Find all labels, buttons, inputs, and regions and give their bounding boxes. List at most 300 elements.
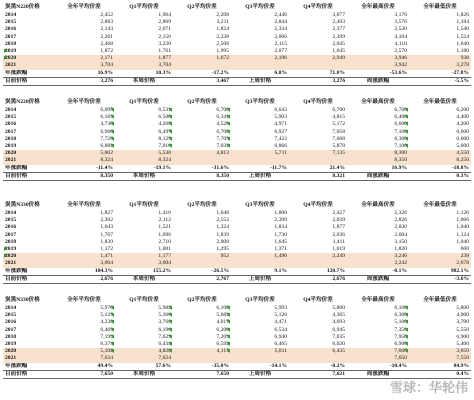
summary-cell: 49.4% — [53, 363, 115, 371]
table-row — [3, 55, 471, 62]
table-cell: 1,524 — [456, 33, 469, 40]
last-week-price: 2,676 — [289, 275, 347, 283]
week-price: 8,350 — [173, 172, 231, 180]
table-cell: 4,365 — [332, 312, 345, 319]
table-cell: 5,802 — [53, 150, 115, 157]
price-table-4 — [3, 296, 471, 379]
table-cell: 6,700 — [332, 107, 345, 113]
table-cell: 6,497 — [115, 129, 173, 136]
summary-label: 年涨跌幅 — [3, 268, 53, 276]
table-row — [3, 224, 471, 231]
year-label: 2017 — [5, 326, 17, 333]
table-row — [3, 12, 471, 19]
table-cell: 2,604 — [394, 231, 407, 238]
table-cell — [173, 355, 231, 362]
price-label: 目前价格 — [3, 370, 53, 378]
table-cell: 6,900 — [456, 333, 469, 340]
table-cell: 7,422 — [274, 135, 287, 142]
table-cell: 2,334 — [274, 26, 287, 33]
table-cell: 1,177 — [115, 253, 173, 260]
column-header: 全年最低价差 — [423, 296, 457, 303]
last-week-price: 8,321 — [289, 172, 347, 180]
table-cell: 8,300 — [347, 150, 409, 157]
table-row — [3, 312, 471, 319]
year-label: 2017 — [5, 33, 17, 40]
table-cell: 6,927 — [274, 128, 287, 135]
column-header: 全年最高价差 — [361, 201, 395, 208]
table-title: 炭黑N330价格 — [5, 201, 40, 208]
column-header: Q2平均价差 — [187, 296, 217, 303]
table-cell: 2,008 — [216, 238, 229, 245]
table-cell: 7,550 — [409, 355, 471, 362]
year-label: 2014 — [5, 305, 17, 311]
column-header: 全年平均价差 — [67, 98, 101, 105]
table-cell: 938 — [409, 55, 471, 62]
table-row — [3, 239, 471, 246]
year-label: 2018 — [5, 333, 17, 340]
table-cell: 1,001 — [158, 246, 171, 253]
table-cell: 6,900 — [347, 341, 409, 348]
table-cell: 6,940 — [274, 333, 287, 340]
table-cell: 2,678 — [409, 260, 471, 267]
year-label: 2014 — [5, 12, 17, 18]
summary-cell: -19.1% — [115, 165, 173, 173]
table-cell: 6,435 — [289, 348, 347, 355]
table-cell: 7,650 — [347, 355, 409, 362]
table-cell: 7,350 — [347, 327, 409, 334]
table-cell: 2,468 — [100, 40, 113, 47]
summary-cell: 21.4% — [289, 165, 347, 173]
table-cell: 1,411 — [332, 238, 345, 245]
column-header: Q2平均价差 — [187, 98, 217, 105]
table-cell: 3,077 — [332, 12, 345, 18]
table-row — [3, 136, 471, 143]
summary-cell: 10.3% — [115, 70, 173, 78]
table-cell: 2,171 — [53, 55, 115, 62]
year-label: 2015 — [5, 217, 17, 224]
summary-cell: -18.8% — [409, 165, 471, 173]
table-cell: 7,135 — [289, 150, 347, 157]
table-cell: 5,366 — [115, 312, 173, 319]
summary-label: 年涨跌幅 — [3, 363, 53, 371]
table-cell: 1,040 — [456, 224, 469, 231]
table-cell: 6,095 — [53, 107, 115, 114]
watermark: 雪球：华轮伟 — [389, 381, 468, 396]
column-header: Q3平均价差 — [245, 3, 275, 10]
table-cell: 1,826 — [456, 12, 469, 18]
table-cell: 1,648 — [216, 210, 229, 216]
summary-cell: 16.9% — [53, 70, 115, 78]
table-cell: 8,324 — [115, 157, 173, 164]
table-cell: 5,993 — [274, 305, 287, 311]
table-cell: 3,150 — [394, 238, 407, 245]
table-cell: 3,704 — [115, 62, 173, 69]
table-cell: 7,010 — [115, 143, 173, 150]
table-cell: 6,534 — [274, 326, 287, 333]
summary-cell: -0.2% — [289, 363, 347, 371]
table-row — [3, 114, 471, 121]
table-cell: 6,600 — [456, 128, 469, 135]
week-price: 2,767 — [173, 275, 231, 283]
table-cell: 1,877 — [332, 224, 345, 231]
year-label: 2018 — [5, 40, 17, 47]
summary-cell: 84.9% — [409, 363, 471, 371]
table-cell: 7,668 — [332, 135, 345, 142]
table-cell: 1,696 — [158, 231, 171, 238]
table-cell: 6,966 — [53, 129, 115, 136]
table-cell: 4,693 — [332, 319, 345, 326]
table-cell: 6,400 — [347, 114, 409, 121]
column-header: Q2平均价差 — [187, 3, 217, 10]
year-label: 2016 — [5, 224, 17, 231]
year-label: 2021 — [3, 157, 53, 164]
table-cell: 2,112 — [158, 217, 171, 224]
summary-cell: -31.6% — [173, 165, 231, 173]
table-cell: 1,730 — [274, 231, 287, 238]
table-cell: 2,826 — [394, 217, 407, 224]
table-cell: 4,813 — [173, 150, 231, 157]
table-cell: 2,427 — [332, 210, 345, 216]
year-label: 2019 — [3, 246, 53, 253]
column-header: Q2平均价差 — [187, 201, 217, 208]
summary-cell: 155.2% — [115, 268, 173, 276]
table-cell: 1,324 — [216, 224, 229, 231]
table-row — [3, 34, 471, 41]
table-cell: 4,520 — [173, 121, 231, 128]
table-cell: 6,700 — [173, 107, 231, 114]
column-header: 全年最低价差 — [423, 98, 457, 105]
table-cell: 2,326 — [394, 210, 407, 216]
table-cell: 1,295 — [216, 246, 229, 253]
column-header: Q1平均价差 — [129, 98, 159, 105]
table-cell: 3,220 — [158, 40, 171, 47]
table-cell: 5,102 — [53, 348, 115, 355]
price-table-2 — [3, 98, 471, 181]
column-header: 全年最高价差 — [361, 98, 395, 105]
summary-cell: -17.2% — [173, 70, 231, 78]
table-cell: 3,946 — [347, 55, 409, 62]
column-header: Q3平均价差 — [245, 296, 275, 303]
table-cell: 4,736 — [53, 121, 115, 128]
year-label: 2016 — [5, 121, 17, 128]
table-cell: 3,650 — [409, 348, 471, 355]
table-row — [3, 334, 471, 341]
table-cell: 1,645 — [274, 238, 287, 245]
year-label: 2019 — [5, 341, 17, 348]
week-change: -3.6% — [409, 275, 471, 283]
table-cell: 1,820 — [394, 246, 407, 253]
table-cell: 1,471 — [53, 253, 115, 260]
table-cell: 2,039 — [332, 217, 345, 224]
column-header: Q3平均价差 — [245, 201, 275, 208]
week-change-label: 周涨跌幅 — [347, 172, 409, 180]
week-change-label: 周涨跌幅 — [347, 275, 409, 283]
table-cell: 2,883 — [100, 19, 113, 26]
column-header: Q4平均价差 — [303, 296, 333, 303]
table-cell: 238 — [409, 253, 471, 260]
table-cell: 6,600 — [347, 121, 409, 128]
table-cell — [231, 355, 289, 362]
summary-cell: 9.1% — [231, 268, 289, 276]
table-cell: 7,624 — [115, 355, 173, 362]
last-week-price-label: 上周价格 — [231, 172, 289, 180]
table-cell: 7,058 — [332, 128, 345, 135]
table-cell: 4,017 — [173, 319, 231, 326]
week-change-label: 周涨跌幅 — [347, 370, 409, 378]
table-cell: 5,538 — [115, 150, 173, 157]
table-cell: 1,371 — [274, 246, 287, 253]
table-cell: 5,982 — [115, 305, 173, 312]
table-cell: 1,806 — [274, 210, 287, 216]
current-price: 2,676 — [53, 275, 115, 283]
summary-cell: -26.5% — [173, 268, 231, 276]
table-cell: 5,600 — [456, 143, 469, 150]
table-cell — [231, 157, 289, 164]
week-price-label: 本周价格 — [115, 172, 173, 180]
table-row — [3, 355, 471, 362]
table-row — [3, 129, 471, 136]
table-cell: 1,827 — [100, 210, 113, 216]
table-cell: 1,066 — [456, 217, 469, 224]
column-header: 全年平均价差 — [67, 201, 101, 208]
table-cell: 5,172 — [332, 121, 345, 128]
column-header: Q4平均价差 — [303, 201, 333, 208]
year-label: 2020 — [3, 253, 53, 260]
summary-cell: -27.8% — [409, 70, 471, 78]
column-header: 全年平均价差 — [67, 3, 101, 10]
summary-cell: 71.8% — [289, 70, 347, 78]
table-cell: 3,246 — [347, 253, 409, 260]
table-cell: 3,768 — [115, 319, 173, 326]
table-cell: 7,624 — [53, 355, 115, 362]
year-label: 2017 — [5, 231, 17, 238]
table-cell: 1,496 — [231, 253, 289, 260]
table-cell: 6,600 — [456, 135, 469, 142]
column-header: Q3平均价差 — [245, 98, 275, 105]
table-cell: 2,552 — [216, 217, 229, 224]
table-cell: 2,030 — [394, 224, 407, 231]
week-change: 0.4% — [409, 370, 471, 378]
table-cell: 6,300 — [347, 312, 409, 319]
table-cell: 5,400 — [456, 341, 469, 348]
current-price: 3,276 — [53, 77, 115, 85]
table-cell: 3,176 — [394, 12, 407, 18]
table-cell: 1,995 — [216, 48, 229, 55]
last-week-price-label: 上周价格 — [231, 77, 289, 85]
table-cell: 4,471 — [274, 319, 287, 326]
table-cell: 7,199 — [53, 334, 115, 341]
table-row — [3, 253, 471, 260]
summary-cell: -35.0% — [173, 363, 231, 371]
table-row — [3, 232, 471, 239]
table-cell: 4,828 — [115, 348, 173, 355]
table-cell: 3,576 — [394, 19, 407, 26]
table-row — [3, 26, 471, 33]
column-header: Q1平均价差 — [129, 296, 159, 303]
year-label: 2015 — [5, 114, 17, 121]
table-cell: 4,104 — [394, 33, 407, 40]
table-cell: 5,970 — [53, 305, 115, 312]
table-cell — [173, 260, 231, 267]
table-cell: 4,268 — [115, 121, 173, 128]
table-cell: 3,942 — [347, 62, 409, 69]
table-cell: 3,211 — [216, 19, 229, 26]
year-label: 2014 — [5, 107, 17, 113]
table-cell: 4,238 — [53, 319, 115, 326]
week-price-label: 本周价格 — [115, 275, 173, 283]
table-cell: 1,172 — [100, 246, 113, 253]
table-cell: 2,196 — [231, 55, 289, 62]
table-cell: 5,129 — [53, 312, 115, 319]
week-price-label: 本周价格 — [115, 370, 173, 378]
column-header: Q4平均价差 — [303, 98, 333, 105]
table-cell: 8,324 — [53, 157, 115, 164]
column-header: 全年最高价差 — [361, 296, 395, 303]
last-week-price-label: 上周价格 — [231, 275, 289, 283]
table-row — [3, 143, 471, 150]
table-row — [3, 260, 471, 267]
table-title: 炭黑N220价格 — [5, 3, 40, 10]
table-cell: 8,350 — [347, 157, 409, 164]
table-cell: 2,710 — [158, 238, 171, 245]
table-cell: 2,045 — [332, 40, 345, 47]
price-label: 目前价格 — [3, 275, 53, 283]
table-row — [3, 41, 471, 48]
table-cell: 1,761 — [158, 48, 171, 55]
table-cell: 4,971 — [274, 121, 287, 128]
table-cell: 7,100 — [347, 143, 409, 150]
table-row — [3, 48, 471, 55]
table-cell: 5,711 — [231, 150, 289, 157]
table-cell: 2,156 — [158, 33, 171, 40]
table-cell: 7,203 — [173, 334, 231, 341]
table-cell: 6,020 — [332, 341, 345, 348]
summary-cell: -11.7% — [231, 165, 289, 173]
table-cell: 1,839 — [100, 238, 113, 245]
last-week-price: 7,621 — [289, 370, 347, 378]
table-cell: 1,839 — [216, 231, 229, 238]
table-cell: 2,530 — [394, 26, 407, 33]
table-row — [3, 107, 471, 114]
summary-cell: 57.6% — [115, 363, 173, 371]
table-row — [3, 348, 471, 355]
summary-cell: -10.4% — [347, 363, 409, 371]
table-cell — [231, 62, 289, 69]
table-cell: 2,508 — [216, 40, 229, 47]
year-label: 2021 — [3, 355, 53, 362]
table-cell: 6,945 — [332, 326, 345, 333]
table-cell: 5,126 — [274, 312, 287, 319]
summary-cell: -0.1% — [347, 268, 409, 276]
table-cell: 4,110 — [394, 40, 407, 47]
week-change: 0.3% — [409, 172, 471, 180]
price-table-1 — [3, 3, 471, 86]
table-cell: 8,129 — [115, 136, 173, 143]
table-cell: 3,704 — [53, 62, 115, 69]
year-label: 2018 — [5, 135, 17, 142]
table-cell: 6,434 — [115, 341, 173, 348]
table-cell: 1,184 — [456, 19, 469, 26]
table-row — [3, 319, 471, 326]
table-cell: 3,278 — [409, 62, 471, 69]
table-cell: 1,540 — [456, 26, 469, 33]
summary-cell: 982.1% — [409, 268, 471, 276]
table-cell: 3,242 — [347, 260, 409, 267]
week-price: 7,650 — [173, 370, 231, 378]
table-cell: 8,300 — [347, 136, 409, 143]
table-cell: 1,040 — [456, 238, 469, 245]
table-cell: 1,019 — [332, 246, 345, 253]
table-row — [3, 121, 471, 128]
summary-cell: -53.6% — [347, 70, 409, 78]
table-cell: 7,035 — [332, 333, 345, 340]
week-change-label: 周涨跌幅 — [347, 77, 409, 85]
table-cell: 6,196 — [115, 327, 173, 334]
table-cell: 2,493 — [332, 19, 345, 26]
table-cell: 1,824 — [216, 26, 229, 33]
table-cell — [289, 260, 347, 267]
table-row — [3, 210, 471, 217]
table-cell: 3,004 — [53, 260, 115, 267]
table-cell: 8,250 — [409, 157, 471, 164]
year-label: 2016 — [5, 319, 17, 326]
table-title: 炭黑N330价格 — [5, 296, 40, 303]
table-cell: 6,200 — [456, 107, 469, 113]
table-cell: 7,032 — [173, 143, 231, 150]
table-cell: 952 — [173, 253, 231, 260]
table-cell: 2,869 — [158, 19, 171, 26]
table-cell: 6,700 — [347, 107, 409, 114]
table-cell: 2,261 — [100, 33, 113, 40]
table-cell: 1,872 — [100, 48, 113, 55]
table-cell: 2,208 — [216, 12, 229, 18]
table-cell: 7,703 — [173, 136, 231, 143]
table-cell: 1,643 — [100, 224, 113, 231]
table-cell — [231, 260, 289, 267]
table-cell: 6,531 — [115, 107, 173, 114]
year-label: 2021 — [3, 62, 53, 69]
summary-cell: 120.7% — [289, 268, 347, 276]
table-cell: 1,521 — [158, 224, 171, 231]
year-label: 2021 — [3, 260, 53, 267]
table-cell: 2,143 — [100, 26, 113, 33]
table-cell: 2,399 — [332, 33, 345, 40]
week-price: 3,467 — [173, 77, 231, 85]
year-label: 2015 — [5, 19, 17, 26]
table-row — [3, 327, 471, 334]
table-cell: 600 — [460, 246, 469, 253]
summary-label: 年涨跌幅 — [3, 70, 53, 78]
table-cell: 7,600 — [347, 348, 409, 355]
table-cell: 4,000 — [456, 312, 469, 319]
table-cell: 2,377 — [332, 26, 345, 33]
table-cell: 6,882 — [53, 143, 115, 150]
table-cell: 1,126 — [456, 210, 469, 216]
table-cell: 7,629 — [115, 334, 173, 341]
year-label: 2019 — [3, 48, 53, 55]
last-week-price: 3,276 — [289, 77, 347, 85]
table-cell: 1,645 — [332, 48, 345, 55]
year-label: 2020 — [3, 150, 53, 157]
table-cell: 2,949 — [289, 55, 347, 62]
last-week-price-label: 上周价格 — [231, 370, 289, 378]
column-header: Q1平均价差 — [129, 3, 159, 10]
year-label: 2015 — [5, 312, 17, 319]
table-row — [3, 19, 471, 26]
table-cell: 2,844 — [274, 19, 287, 26]
price-label: 目前价格 — [3, 172, 53, 180]
table-cell: 1,834 — [274, 224, 287, 231]
